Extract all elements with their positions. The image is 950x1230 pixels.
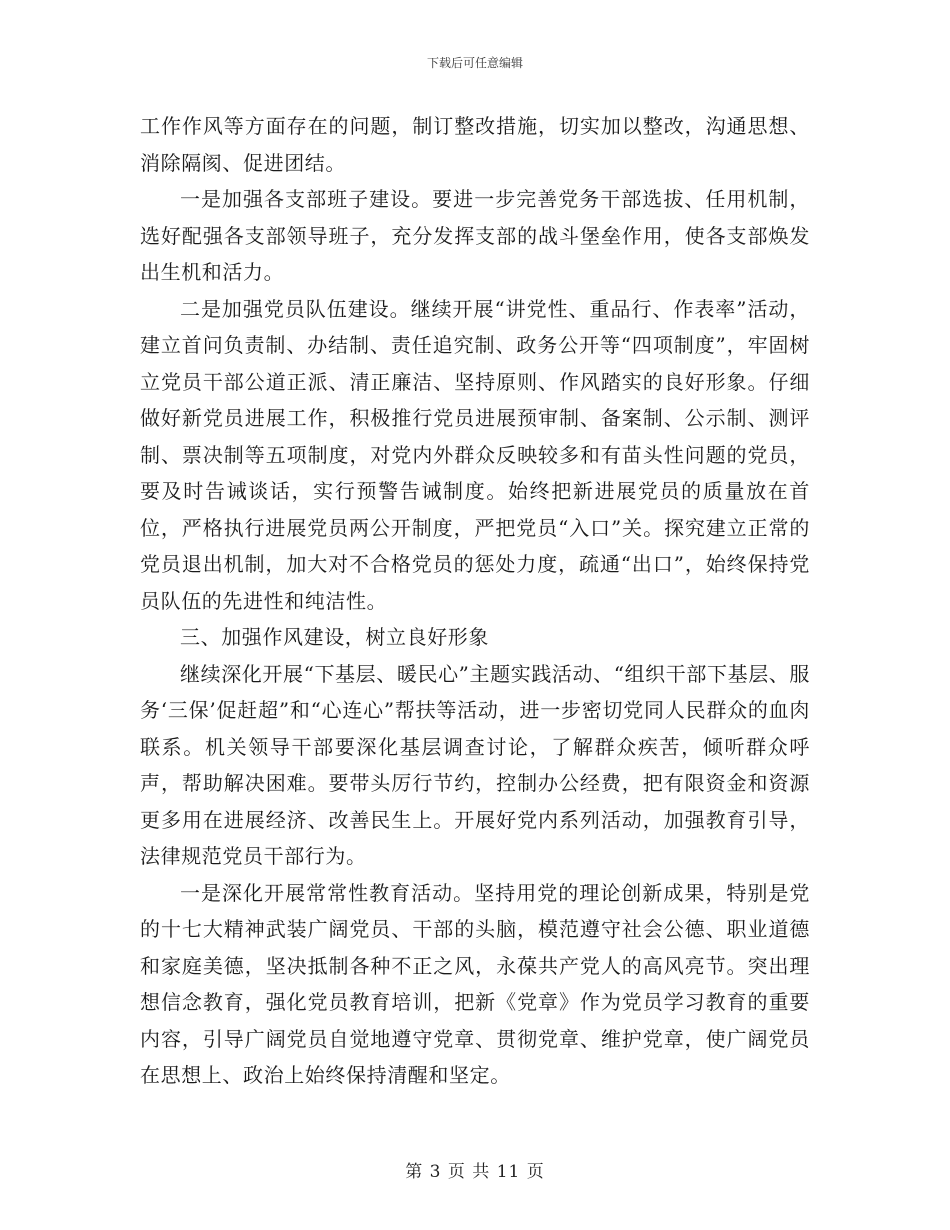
page-header-note: 下载后可任意编辑	[426, 56, 523, 70]
document-body	[140, 108, 810, 1094]
paragraph-6: 一是深化开展常常性教育活动。坚持用党的理论创新成果，特别是党的十七大精神武装广阔党员、干部的头脑，模范遵守社会公德、职业道德和家庭美德，坚决抵制各种不正之风，永葆共产党人的高风亮节。突出理想信念教育，强化党员教育培训，把新《党章》作为党员学习教育的重要内容，引导广阔党员自觉地遵守党章、贯彻党章、维护党章，使广阔党员在思想上、政治上始终保持清醒和坚定。	[140, 880, 810, 1087]
section-heading-3: 三、加强作风建设，树立良好形象	[180, 625, 489, 649]
paragraph-5: 继续深化开展“下基层、暖民心”主题实践活动、“组织干部下基层、服务‘三保’促赶超”和“心连心”帮扶等活动，进一步密切党同人民群众的血肉联系。机关领导干部要深化基层调查讨论，了解群众疾苦，倾听群众呼声，帮助解决困难。要带头厉行节约，控制办公经费，把有限资金和资源更多用在进展经济、改善民生上。开展好党内系列活动，加强教育引导，法律规范党员干部行为。	[140, 661, 810, 868]
page-number: 第 3 页 共 11 页	[405, 1162, 545, 1182]
paragraph-1: 工作作风等方面存在的问题，制订整改措施，切实加以整改，沟通思想、消除隔阂、促进团结。	[140, 114, 810, 175]
paragraph-3: 二是加强党员队伍建设。继续开展“讲党性、重品行、作表率”活动，建立首问负责制、办结制、责任追究制、政务公开等“四项制度”，牢固树立党员干部公道正派、清正廉洁、坚持原则、作风踏实的良好形象。仔细做好新党员进展工作，积极推行党员进展预审制、备案制、公示制、测评制、票决制等五项制度，对党内外群众反映较多和有苗头性问题的党员，要及时告诫谈话，实行预警告诫制度。始终把新进展党员的质量放在首位，严格执行进展党员两公开制度，严把党员“入口”关。探究建立正常的党员退出机制，加大对不合格党员的惩处力度，疏通“出口”，始终保持党员队伍的先进性和纯洁性。	[140, 296, 810, 613]
paragraph-2: 一是加强各支部班子建设。要进一步完善党务干部选拔、任用机制，选好配强各支部领导班子，充分发挥支部的战斗堡垒作用，使各支部焕发出生机和活力。	[140, 187, 810, 284]
